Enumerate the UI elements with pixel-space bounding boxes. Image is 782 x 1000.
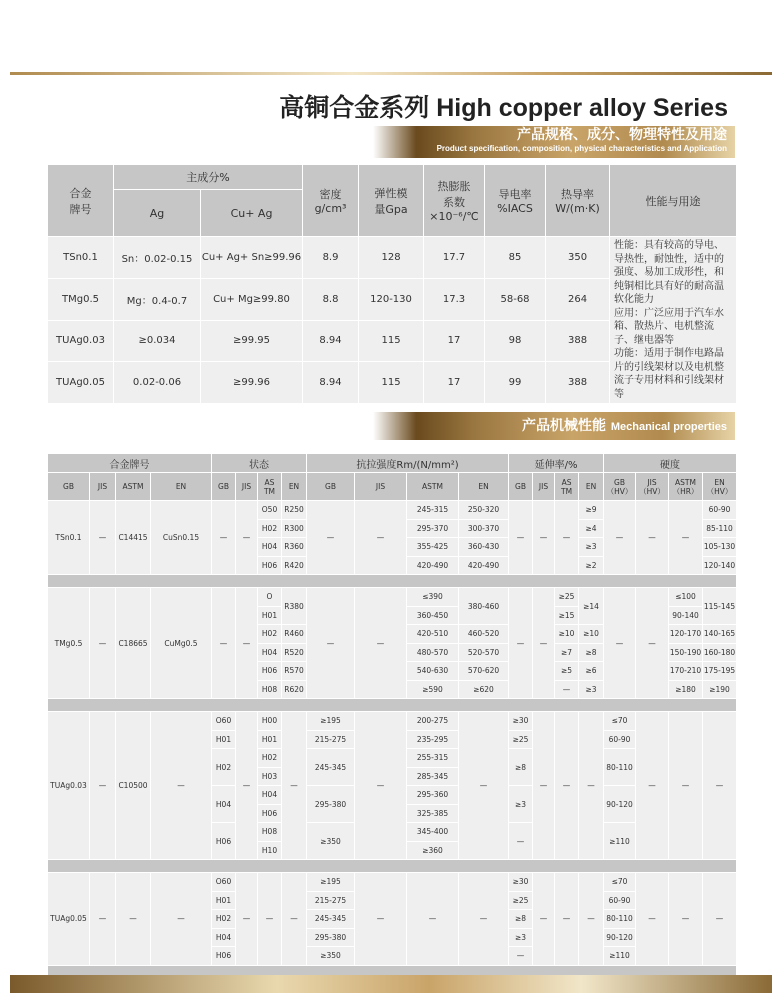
cell: 17.7 — [424, 237, 485, 279]
cell: 215-275 — [307, 730, 355, 749]
cell: H04 — [258, 643, 282, 662]
cell: H01 — [212, 891, 236, 910]
cell: ≥195 — [307, 712, 355, 731]
cell: ≥5 — [555, 662, 579, 681]
header-cu-ag: Cu+ Ag — [201, 190, 303, 237]
cell: R380 — [282, 588, 307, 625]
cell: 8.8 — [303, 278, 359, 320]
mechanical-table — [47, 453, 737, 979]
header-conductivity: 导电率 %IACS — [485, 165, 546, 237]
cell: ≥8 — [509, 910, 533, 929]
cell: 160-180 — [703, 643, 737, 662]
cell: R300 — [282, 519, 307, 538]
cell: ≤70 — [604, 873, 636, 892]
table-row — [48, 588, 737, 607]
cell: TUAg0.05 — [48, 873, 90, 966]
cell: — — [307, 501, 355, 575]
cell: 420-510 — [407, 625, 459, 644]
cell: 355-425 — [407, 538, 459, 557]
cell: 17 — [424, 320, 485, 362]
header-standard: ASTM （HR） — [669, 473, 703, 501]
header-standard: EN — [282, 473, 307, 501]
cell: — — [236, 501, 258, 575]
header-alloy: 合金 牌号 — [48, 165, 114, 237]
header-standard: EN （HV） — [703, 473, 737, 501]
header-tensile: 抗拉强度Rm/(N/mm²) — [307, 454, 509, 473]
cell: TSn0.1 — [48, 237, 114, 279]
cell: 60-90 — [604, 730, 636, 749]
cell: C18665 — [116, 588, 151, 699]
cell: — — [355, 712, 407, 860]
cell: 540-630 — [407, 662, 459, 681]
cell: H06 — [258, 662, 282, 681]
cell: — — [407, 873, 459, 966]
cell: Cu+ Ag+ Sn≥99.96 — [201, 237, 303, 279]
cell: O60 — [212, 873, 236, 892]
header-standard: GB （HV） — [604, 473, 636, 501]
cell: 360-430 — [459, 538, 509, 557]
group-separator — [48, 699, 737, 712]
cell: 170-210 — [669, 662, 703, 681]
cell: — — [212, 501, 236, 575]
cell: 520-570 — [459, 643, 509, 662]
cell: O — [258, 588, 282, 607]
cell: — — [555, 873, 579, 966]
cell: — — [555, 680, 579, 699]
cell: H01 — [258, 606, 282, 625]
cell: ≥350 — [307, 823, 355, 860]
cell: ≥8 — [509, 749, 533, 786]
cell: — — [636, 873, 669, 966]
cell: R360 — [282, 538, 307, 557]
cell: TSn0.1 — [48, 501, 90, 575]
cell: — — [555, 712, 579, 860]
cell: Sn：0.02-0.15 — [114, 237, 201, 279]
cell: ≤100 — [669, 588, 703, 607]
cell: 388 — [546, 320, 610, 362]
cell: 215-275 — [307, 891, 355, 910]
cell: H08 — [258, 823, 282, 842]
header-alloy-grade: 合金牌号 — [48, 454, 212, 473]
cell: 90-120 — [604, 786, 636, 823]
cell: TMg0.5 — [48, 588, 90, 699]
header-use: 性能与用途 — [610, 165, 737, 237]
separator-cell — [48, 699, 737, 712]
cell: ≤390 — [407, 588, 459, 607]
cell: 85 — [485, 237, 546, 279]
header-standard: JIS — [90, 473, 116, 501]
header-thermal-expansion: 热膨胀 系数 ×10⁻⁶/℃ — [424, 165, 485, 237]
cell: — — [604, 501, 636, 575]
header-standard: EN — [579, 473, 604, 501]
cell: ≥3 — [509, 786, 533, 823]
cell: — — [282, 873, 307, 966]
cell: R420 — [282, 556, 307, 575]
cell: ≥25 — [509, 891, 533, 910]
cell: 115 — [359, 320, 424, 362]
cell: 115 — [359, 362, 424, 404]
cell: — — [307, 588, 355, 699]
cell: TUAg0.03 — [48, 320, 114, 362]
cell: O60 — [212, 712, 236, 731]
header-standard: EN — [459, 473, 509, 501]
cell: H02 — [212, 749, 236, 786]
group-separator — [48, 860, 737, 873]
cell: — — [509, 501, 533, 575]
cell: — — [533, 712, 555, 860]
cell: H06 — [212, 823, 236, 860]
cell: 250-320 — [459, 501, 509, 520]
cell: — — [212, 588, 236, 699]
cell: ≥180 — [669, 680, 703, 699]
cell: 128 — [359, 237, 424, 279]
cell: C14415 — [116, 501, 151, 575]
cell: H03 — [258, 767, 282, 786]
cell: ≥6 — [579, 662, 604, 681]
cell: — — [509, 947, 533, 966]
cell: 60-90 — [703, 501, 737, 520]
cell: 460-520 — [459, 625, 509, 644]
cell: ≥30 — [509, 712, 533, 731]
section-banner-spec — [373, 126, 735, 158]
cell: ≥3 — [579, 538, 604, 557]
cell: — — [459, 873, 509, 966]
header-elastic: 弹性模 量Gpa — [359, 165, 424, 237]
cell: — — [90, 873, 116, 966]
header-standard: GB — [509, 473, 533, 501]
cell: H02 — [258, 625, 282, 644]
cell: — — [636, 588, 669, 699]
header-standard: EN — [151, 473, 212, 501]
cell: ≥8 — [579, 643, 604, 662]
cell: — — [533, 588, 555, 699]
section-title — [373, 412, 727, 441]
cell: C10500 — [116, 712, 151, 860]
cell: 245-315 — [407, 501, 459, 520]
cell: — — [509, 588, 533, 699]
cell: — — [636, 712, 669, 860]
cell: 255-315 — [407, 749, 459, 768]
cell: 105-130 — [703, 538, 737, 557]
table-row — [48, 473, 737, 501]
cell: 120-170 — [669, 625, 703, 644]
cell: 245-345 — [307, 910, 355, 929]
cell: ≥10 — [579, 625, 604, 644]
cell: 380-460 — [459, 588, 509, 625]
header-standard: GB — [212, 473, 236, 501]
cell: 120-130 — [359, 278, 424, 320]
cell: — — [116, 873, 151, 966]
header-standard: AS TM — [258, 473, 282, 501]
cell: ≥190 — [703, 680, 737, 699]
cell: ≥4 — [579, 519, 604, 538]
cell: TUAg0.03 — [48, 712, 90, 860]
cell: 8.9 — [303, 237, 359, 279]
separator-cell — [48, 860, 737, 873]
cell: 60-90 — [604, 891, 636, 910]
cell: ≥10 — [555, 625, 579, 644]
cell: — — [636, 501, 669, 575]
cell: 58-68 — [485, 278, 546, 320]
cell: CuMg0.5 — [151, 588, 212, 699]
cell: — — [555, 501, 579, 575]
cell: — — [236, 588, 258, 699]
cell: — — [533, 873, 555, 966]
cell: 175-195 — [703, 662, 737, 681]
cell: 360-450 — [407, 606, 459, 625]
header-standard: GB — [307, 473, 355, 501]
cell: H06 — [258, 804, 282, 823]
cell: 8.94 — [303, 362, 359, 404]
cell: — — [151, 712, 212, 860]
cell: Cu+ Mg≥99.80 — [201, 278, 303, 320]
cell: 285-345 — [407, 767, 459, 786]
cell: 90-120 — [604, 928, 636, 947]
cell: ≥110 — [604, 947, 636, 966]
cell: 295-370 — [407, 519, 459, 538]
header-thermal-conductivity: 热导率 W/(m·K) — [546, 165, 610, 237]
header-ag: Ag — [114, 190, 201, 237]
cell: ≥0.034 — [114, 320, 201, 362]
cell: — — [355, 873, 407, 966]
cell: 80-110 — [604, 910, 636, 929]
section-title-zh: 产品机械性能 — [521, 418, 606, 434]
table-row — [48, 454, 737, 473]
cell: 85-110 — [703, 519, 737, 538]
cell: 98 — [485, 320, 546, 362]
cell: ≥350 — [307, 947, 355, 966]
cell: H08 — [258, 680, 282, 699]
section-banner-mechanical — [373, 412, 735, 440]
cell: 295-380 — [307, 786, 355, 823]
header-standard: JIS — [355, 473, 407, 501]
section-title-zh: 产品规格、成分、物理特性及用途 — [517, 127, 727, 143]
cell: 295-360 — [407, 786, 459, 805]
cell: R460 — [282, 625, 307, 644]
cell: 420-490 — [459, 556, 509, 575]
cell: — — [151, 873, 212, 966]
cell: 245-345 — [307, 749, 355, 786]
cell: 480-570 — [407, 643, 459, 662]
cell: ≥3 — [579, 680, 604, 699]
cell: H04 — [212, 786, 236, 823]
cell: R250 — [282, 501, 307, 520]
section-title-en: Mechanical properties — [610, 421, 727, 433]
table-row — [48, 873, 737, 892]
cell: 345-400 — [407, 823, 459, 842]
cell: — — [236, 873, 258, 966]
header-standard: ASTM — [116, 473, 151, 501]
header-hardness: 硬度 — [604, 454, 737, 473]
cell: 570-620 — [459, 662, 509, 681]
cell: ≥99.95 — [201, 320, 303, 362]
cell: ≥30 — [509, 873, 533, 892]
top-gold-rule — [10, 72, 772, 75]
table-row — [48, 501, 737, 520]
cell: 235-295 — [407, 730, 459, 749]
cell: — — [579, 712, 604, 860]
cell: 115-145 — [703, 588, 737, 625]
cell: H02 — [258, 749, 282, 768]
cell: — — [604, 588, 636, 699]
cell: 300-370 — [459, 519, 509, 538]
cell: — — [669, 501, 703, 575]
cell: 350 — [546, 237, 610, 279]
section-title-en: Product specification, composition, physical characteristics and Application — [436, 144, 727, 153]
cell: 325-385 — [407, 804, 459, 823]
cell: ≥25 — [555, 588, 579, 607]
cell: — — [282, 712, 307, 860]
cell: — — [90, 588, 116, 699]
cell: 0.02-0.06 — [114, 362, 201, 404]
page-title: 高铜合金系列 High copper alloy Series — [279, 94, 728, 122]
cell: — — [533, 501, 555, 575]
table-row — [48, 712, 737, 731]
header-standard: JIS — [236, 473, 258, 501]
cell: H01 — [212, 730, 236, 749]
cell: CuSn0.15 — [151, 501, 212, 575]
cell: 420-490 — [407, 556, 459, 575]
cell: ≥14 — [579, 588, 604, 625]
cell: ≥620 — [459, 680, 509, 699]
cell: 264 — [546, 278, 610, 320]
cell: — — [236, 712, 258, 860]
cell: — — [90, 501, 116, 575]
header-elongation: 延伸率/% — [509, 454, 604, 473]
cell: — — [703, 712, 737, 860]
header-standard: JIS — [533, 473, 555, 501]
group-separator — [48, 575, 737, 588]
cell: ≥2 — [579, 556, 604, 575]
cell: TUAg0.05 — [48, 362, 114, 404]
cell: H01 — [258, 730, 282, 749]
cell: ≥7 — [555, 643, 579, 662]
cell: — — [90, 712, 116, 860]
cell: 200-275 — [407, 712, 459, 731]
cell: — — [355, 501, 407, 575]
cell: H02 — [258, 519, 282, 538]
bottom-gold-band — [10, 975, 772, 993]
cell: ≥9 — [579, 501, 604, 520]
cell: 17.3 — [424, 278, 485, 320]
cell: 150-190 — [669, 643, 703, 662]
cell: 80-110 — [604, 749, 636, 786]
cell: ≥3 — [509, 928, 533, 947]
cell: — — [703, 873, 737, 966]
cell: O50 — [258, 501, 282, 520]
cell: ≥360 — [407, 841, 459, 860]
cell: 8.94 — [303, 320, 359, 362]
header-state: 状态 — [212, 454, 307, 473]
cell: — — [355, 588, 407, 699]
separator-cell — [48, 575, 737, 588]
cell: — — [669, 712, 703, 860]
cell: R520 — [282, 643, 307, 662]
cell: Mg：0.4-0.7 — [114, 278, 201, 320]
cell: H06 — [212, 947, 236, 966]
cell: ≥195 — [307, 873, 355, 892]
cell: R570 — [282, 662, 307, 681]
cell: 120-140 — [703, 556, 737, 575]
cell: — — [459, 712, 509, 860]
header-standard: AS TM — [555, 473, 579, 501]
header-density: 密度 g/cm³ — [303, 165, 359, 237]
cell: ≤70 — [604, 712, 636, 731]
cell: 388 — [546, 362, 610, 404]
spec-table — [47, 164, 737, 404]
cell: — — [509, 823, 533, 860]
cell: ≥15 — [555, 606, 579, 625]
cell: H04 — [258, 538, 282, 557]
cell: H00 — [258, 712, 282, 731]
cell: 295-380 — [307, 928, 355, 947]
cell: TMg0.5 — [48, 278, 114, 320]
cell: H10 — [258, 841, 282, 860]
cell: — — [258, 873, 282, 966]
table-row — [48, 237, 737, 279]
cell: — — [579, 873, 604, 966]
cell: 90-140 — [669, 606, 703, 625]
cell: 99 — [485, 362, 546, 404]
use-description: 性能：具有较高的导电、导热性，耐蚀性，适中的强度、易加工成形性，和纯铜相比具有好的耐高温软化能力 应用：广泛应用于汽车水箱、散热片、电机整流子、继电器等 功能：适用于制作电路晶片的引线架材以及电机整流子专用材料和引线架材等 — [610, 237, 737, 404]
cell: ≥25 — [509, 730, 533, 749]
cell: ≥590 — [407, 680, 459, 699]
cell: 140-165 — [703, 625, 737, 644]
header-standard: JIS （HV） — [636, 473, 669, 501]
header-standard: ASTM — [407, 473, 459, 501]
cell: 17 — [424, 362, 485, 404]
header-composition: 主成分% — [114, 165, 303, 190]
cell: ≥99.96 — [201, 362, 303, 404]
cell: H02 — [212, 910, 236, 929]
cell: R620 — [282, 680, 307, 699]
header-standard: GB — [48, 473, 90, 501]
cell: H04 — [212, 928, 236, 947]
cell: ≥110 — [604, 823, 636, 860]
cell: — — [669, 873, 703, 966]
cell: H04 — [258, 786, 282, 805]
cell: H06 — [258, 556, 282, 575]
